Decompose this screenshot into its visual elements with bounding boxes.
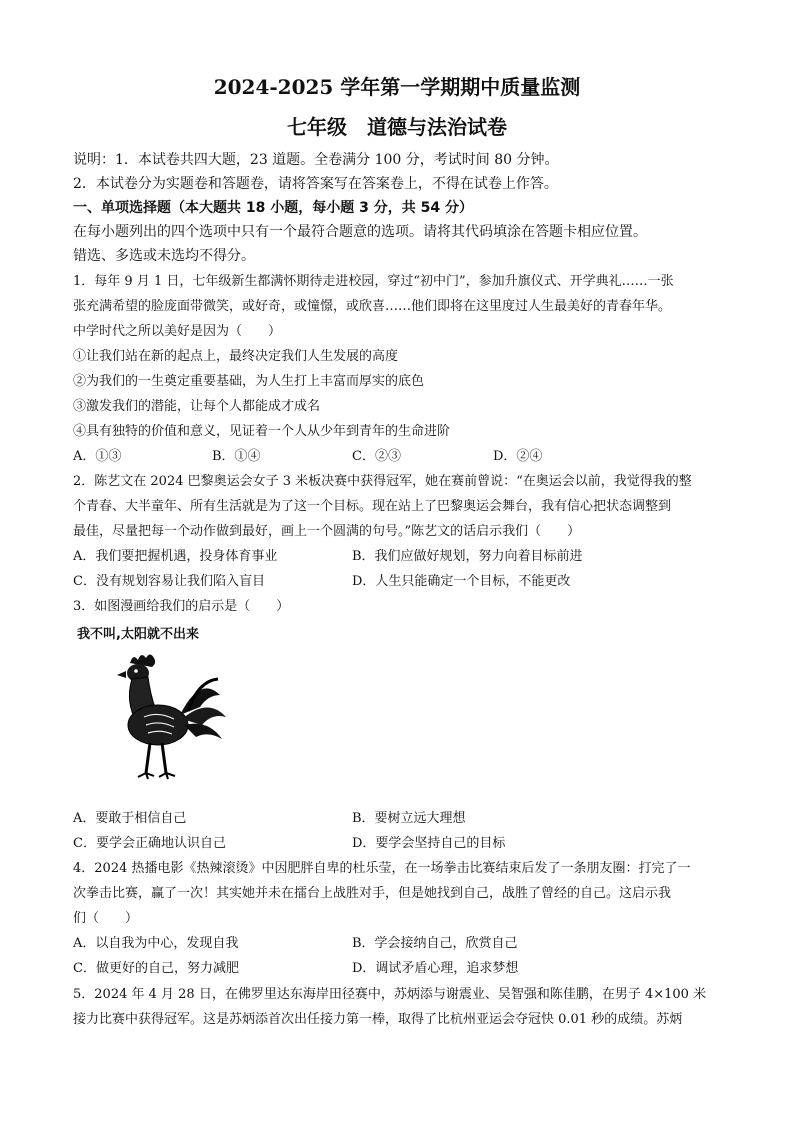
q2-option-b: B．我们应做好规划，努力向着目标前进	[352, 549, 583, 564]
q4-option-c: C．做更好的自己，努力减肥	[73, 961, 239, 976]
q2-stem-line-3: 最佳，尽量把每一个动作做到最好，画上一个圆满的句号。”陈艺文的话启示我们（ ）	[73, 524, 581, 539]
q3-option-b: B．要树立远大理想	[352, 811, 466, 826]
q1-option-a: A．①③	[73, 449, 122, 464]
q4-option-a: A．以自我为中心，发现自我	[73, 936, 239, 951]
q1-statement-2: ②为我们的一生奠定重要基础，为人生打上丰富而厚实的底色	[73, 374, 425, 389]
q2-option-c: C．没有规划容易让我们陷入盲目	[73, 574, 265, 589]
q2-option-d: D．人生只能确定一个目标，不能更改	[352, 574, 571, 589]
q3-option-a: A．要敢于相信自己	[73, 811, 187, 826]
q1-statement-4: ④具有独特的价值和意义，见证着一个人从少年到青年的生命进阶	[73, 424, 451, 439]
q1-stem-line-2: 张充满希望的脸庞面带微笑，或好奇，或憧憬，或欣喜……他们即将在这里度过人生最美好的青春年华。	[73, 299, 672, 314]
q3-stem: 3．如图漫画给我们的启示是（ ）	[73, 599, 290, 614]
q1-option-b: B．①④	[212, 449, 261, 464]
section-desc-line-2: 错选、多选或未选均不得分。	[73, 248, 255, 264]
section-desc-line-1: 在每小题列出的四个选项中只有一个最符合题意的选项。请将其代码填涂在答题卡相应位置。	[73, 224, 647, 240]
q5-stem-line-1: 5．2024 年 4 月 28 日，在佛罗里达东海岸田径赛中，苏炳添与谢震业、吴智强和陈佳鹏，在男子 4×100 米	[73, 987, 707, 1002]
exam-title: 2024-2025 学年第一学期期中质量监测	[213, 75, 581, 99]
rooster-cartoon-image	[92, 645, 232, 795]
q3-option-d: D．要学会坚持自己的目标	[352, 836, 506, 851]
q2-stem-line-2: 个青春、大半童年、所有生活就是为了这一个目标。现在站上了巴黎奥运会舞台，我有信心把状态调整到	[73, 499, 672, 514]
q3-option-c: C．要学会正确地认识自己	[73, 836, 226, 851]
q4-option-d: D．调试矛盾心理，追求梦想	[352, 961, 519, 976]
q4-stem-line-3: 们（ ）	[73, 911, 139, 926]
q1-stem-line-3: 中学时代之所以美好是因为（ ）	[73, 324, 282, 339]
q4-stem-line-2: 次拳击比赛，赢了一次！其实她并未在擂台上战胜对手，但是她找到自己，战胜了曾经的自己。这启示我	[73, 886, 672, 901]
q1-statement-3: ③激发我们的潜能，让每个人都能成才成名	[73, 399, 321, 414]
exam-subtitle: 七年级 道德与法治试卷	[287, 115, 507, 139]
section-heading: 一、单项选择题（本大题共 18 小题，每小题 3 分，共 54 分）	[73, 200, 473, 216]
q1-option-c: C．②③	[352, 449, 401, 464]
q4-stem-line-1: 4．2024 热播电影《热辣滚烫》中因肥胖自卑的杜乐莹，在一场拳击比赛结束后发了一条朋友圈：打完了一	[73, 861, 691, 876]
q1-option-d: D．②④	[493, 449, 543, 464]
q1-stem-line-1: 1．每年 9 月 1 日，七年级新生都满怀期待走进校园，穿过“初中门”，参加升旗仪式、开学典礼……一张	[73, 274, 674, 289]
q5-stem-line-2: 接力比赛中获得冠军。这是苏炳添首次出任接力第一棒，取得了比杭州亚运会夺冠快 0.01 秒的成绩。苏炳	[73, 1012, 683, 1027]
q2-stem-line-1: 2．陈艺文在 2024 巴黎奥运会女子 3 米板决赛中获得冠军，她在赛前曾说：“在奥运会以前，我觉得我的整	[73, 474, 692, 489]
q1-statement-1: ①让我们站在新的起点上，最终决定我们人生发展的高度	[73, 349, 399, 364]
q4-option-b: B．学会接纳自己，欣赏自己	[352, 936, 518, 951]
instruction-line-2: 2．本试卷分为实题卷和答题卷，请将答案写在答案卷上，不得在试卷上作答。	[73, 176, 558, 192]
instruction-line-1: 说明：1．本试卷共四大题，23 道题。全卷满分 100 分，考试时间 80 分钟。	[73, 152, 559, 168]
q2-option-a: A．我们要把握机遇，投身体育事业	[73, 549, 278, 564]
cartoon-caption: 我不叫,太阳就不出来	[77, 627, 199, 642]
